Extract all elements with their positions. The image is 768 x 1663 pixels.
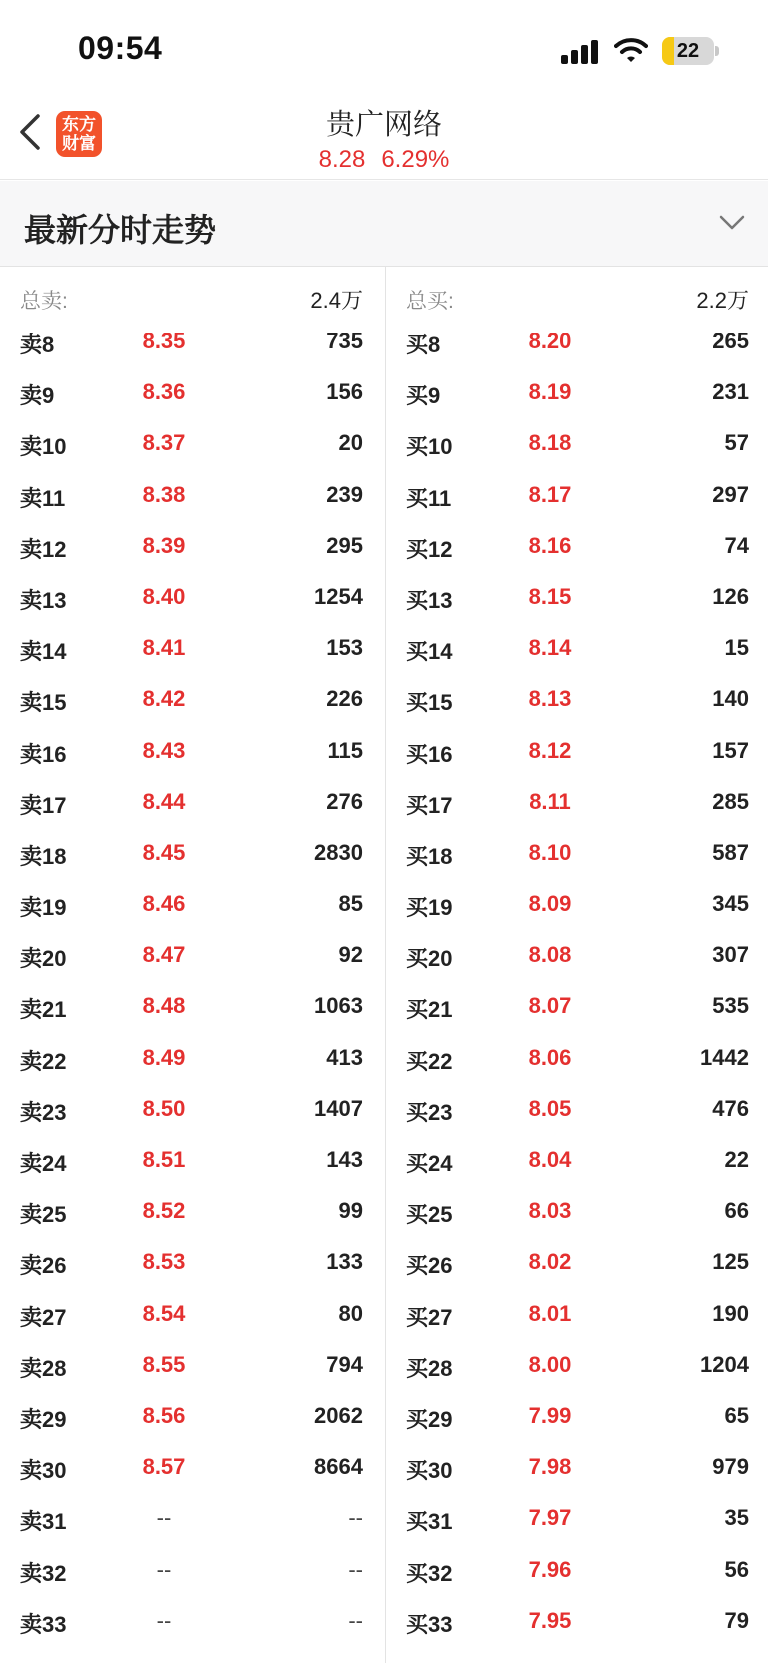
level-volume: 226 <box>326 686 363 712</box>
buy-level-row[interactable] <box>386 776 768 827</box>
level-label: 卖27 <box>20 1304 67 1330</box>
sell-level-row[interactable] <box>0 929 383 980</box>
level-volume: 85 <box>338 891 363 917</box>
level-volume: 140 <box>712 686 749 712</box>
level-volume: 126 <box>712 583 749 609</box>
sell-level-row[interactable] <box>0 1492 383 1543</box>
battery-icon <box>662 37 714 65</box>
buy-level-row[interactable] <box>386 417 768 468</box>
level-label: 卖29 <box>20 1406 67 1432</box>
level-price: 8.57 <box>142 1454 186 1480</box>
level-volume: 1063 <box>314 993 363 1019</box>
level-volume: -- <box>348 1607 363 1633</box>
collapse-button[interactable] <box>716 207 748 239</box>
level-price: 8.42 <box>142 686 186 712</box>
level-volume: 413 <box>326 1044 363 1070</box>
sell-total-row <box>0 267 383 327</box>
cellular-signal-icon <box>561 38 601 64</box>
level-volume: 8664 <box>314 1454 363 1480</box>
level-volume: 22 <box>724 1147 749 1172</box>
level-volume: 1442 <box>700 1044 749 1070</box>
level-price: 8.46 <box>142 891 186 917</box>
level-label: 买27 <box>406 1304 453 1330</box>
level-price: 8.55 <box>142 1351 186 1377</box>
sell-level-row[interactable] <box>0 776 383 827</box>
level-price: 8.47 <box>142 942 186 968</box>
level-price: 8.14 <box>528 635 572 661</box>
level-volume: 265 <box>712 333 749 353</box>
buy-level-row[interactable] <box>386 1083 768 1134</box>
buy-level-row[interactable] <box>386 1134 768 1185</box>
level-volume: 587 <box>712 839 749 865</box>
level-label: 买22 <box>406 1048 453 1074</box>
sell-level-row[interactable] <box>0 1390 383 1441</box>
logo-line-1: 东方 <box>62 115 96 134</box>
sell-level-row[interactable] <box>0 1134 383 1185</box>
level-label: 卖8 <box>20 333 55 357</box>
sell-level-row[interactable] <box>0 333 383 366</box>
level-volume: 35 <box>724 1505 749 1531</box>
level-price: 8.53 <box>142 1249 186 1275</box>
sell-level-row[interactable] <box>0 1083 383 1134</box>
buy-level-row[interactable] <box>386 1492 768 1543</box>
buy-level-row[interactable] <box>386 622 768 673</box>
sell-total-label: 总卖: <box>20 290 68 313</box>
sell-level-row[interactable] <box>0 571 383 622</box>
buy-level-row[interactable] <box>386 469 768 520</box>
level-price: 8.13 <box>528 686 572 712</box>
buy-level-row[interactable] <box>386 1288 768 1339</box>
level-price: 8.43 <box>142 737 186 763</box>
buy-level-row[interactable] <box>386 725 768 776</box>
buy-column <box>386 267 768 1663</box>
sell-level-row[interactable] <box>0 1288 383 1339</box>
level-price: 8.17 <box>528 481 572 507</box>
level-label: 卖9 <box>20 383 55 409</box>
level-label: 卖21 <box>20 997 67 1023</box>
buy-level-row[interactable] <box>386 827 768 878</box>
level-label: 卖33 <box>20 1611 67 1637</box>
buy-level-row[interactable] <box>386 1339 768 1390</box>
level-volume: 99 <box>338 1198 363 1224</box>
level-volume: 1407 <box>314 1095 363 1121</box>
level-volume: 115 <box>327 737 363 763</box>
level-price: 8.18 <box>528 430 572 456</box>
level-price: 8.10 <box>528 839 572 865</box>
sell-level-row[interactable] <box>0 1185 383 1236</box>
level-price: 8.05 <box>528 1095 572 1121</box>
level-price: 8.04 <box>528 1147 572 1172</box>
level-price: 8.40 <box>142 583 186 609</box>
level-label: 买18 <box>406 843 453 869</box>
level-label: 卖19 <box>20 895 67 921</box>
level-price: 8.49 <box>142 1044 186 1070</box>
level-volume: 794 <box>326 1351 363 1377</box>
level-label: 买21 <box>406 997 453 1023</box>
level-label: 卖10 <box>20 434 67 460</box>
level-price: -- <box>156 1505 172 1531</box>
level-price: 8.45 <box>142 839 186 865</box>
level-price: 8.36 <box>142 379 186 405</box>
level-label: 买11 <box>406 485 452 511</box>
level-price: 8.08 <box>528 942 572 968</box>
level-label: 买33 <box>406 1611 453 1637</box>
order-book[interactable] <box>0 267 768 1663</box>
level-price: 8.09 <box>528 891 572 917</box>
buy-level-row[interactable] <box>386 980 768 1031</box>
level-price: 8.19 <box>528 379 572 405</box>
level-price: 7.99 <box>528 1402 572 1428</box>
battery-cap <box>715 46 719 56</box>
buy-level-row[interactable] <box>386 1032 768 1083</box>
status-time: 09:54 <box>78 30 163 66</box>
level-volume: 295 <box>326 532 363 558</box>
level-label: 买29 <box>406 1406 453 1432</box>
sell-level-row[interactable] <box>0 1339 383 1390</box>
level-price: 8.51 <box>142 1147 186 1172</box>
level-label: 卖24 <box>20 1151 67 1176</box>
level-price: 8.12 <box>528 737 572 763</box>
level-label: 卖30 <box>20 1458 67 1484</box>
level-volume: 231 <box>712 379 749 405</box>
level-label: 卖22 <box>20 1048 67 1074</box>
level-label: 卖17 <box>20 792 67 818</box>
level-volume: 735 <box>326 333 363 353</box>
level-volume: 143 <box>326 1147 363 1172</box>
sell-total-value: 2.4万 <box>310 288 363 313</box>
level-price: 8.03 <box>528 1198 572 1224</box>
level-volume: 345 <box>712 891 749 917</box>
level-volume: 153 <box>326 635 363 661</box>
level-price: 7.96 <box>528 1556 572 1582</box>
sell-level-row[interactable] <box>0 1032 383 1083</box>
sell-level-row[interactable] <box>0 827 383 878</box>
sell-level-row[interactable] <box>0 622 383 673</box>
buy-total-row <box>386 267 768 327</box>
level-label: 买28 <box>406 1355 453 1381</box>
buy-level-row[interactable] <box>386 571 768 622</box>
buy-level-row[interactable] <box>386 878 768 929</box>
level-volume: 535 <box>712 993 749 1019</box>
level-price: 8.02 <box>528 1249 572 1275</box>
level-price: 8.35 <box>142 333 186 353</box>
level-label: 买10 <box>406 434 453 460</box>
sell-level-row[interactable] <box>0 725 383 776</box>
level-label: 买9 <box>406 383 441 409</box>
level-label: 买23 <box>406 1099 453 1125</box>
level-label: 买20 <box>406 946 453 972</box>
level-price: 8.48 <box>142 993 186 1019</box>
level-volume: -- <box>348 1505 363 1531</box>
stock-name: 贵广网络 <box>325 109 442 141</box>
buy-level-row[interactable] <box>386 1441 768 1492</box>
sell-level-row[interactable] <box>0 520 383 571</box>
level-label: 卖31 <box>20 1509 67 1535</box>
level-label: 买30 <box>406 1458 453 1484</box>
level-label: 卖28 <box>20 1355 67 1381</box>
buy-level-row[interactable] <box>386 1390 768 1441</box>
level-volume: 1254 <box>314 583 363 609</box>
level-label: 买16 <box>406 741 453 767</box>
level-volume: 307 <box>712 942 749 968</box>
level-volume: 2830 <box>314 839 363 865</box>
stock-change: 6.29% <box>381 146 450 173</box>
level-label: 买12 <box>406 536 453 562</box>
level-label: 买24 <box>406 1151 453 1176</box>
level-volume: 15 <box>724 635 749 661</box>
level-volume: 20 <box>338 430 363 456</box>
level-label: 卖25 <box>20 1202 67 1228</box>
level-label: 卖12 <box>20 536 67 562</box>
level-label: 买31 <box>406 1509 453 1535</box>
section-header[interactable] <box>0 181 768 267</box>
sell-level-row[interactable] <box>0 366 383 417</box>
buy-total-value: 2.2万 <box>696 288 749 313</box>
level-label: 卖15 <box>20 690 67 716</box>
level-label: 买19 <box>406 895 453 921</box>
level-price: 8.20 <box>528 333 572 353</box>
level-volume: 297 <box>712 481 749 507</box>
level-label: 买8 <box>406 333 441 357</box>
sell-level-row[interactable] <box>0 878 383 929</box>
level-price: 7.95 <box>528 1607 572 1633</box>
level-volume: 57 <box>724 430 749 456</box>
level-volume: 74 <box>724 532 749 558</box>
section-title: 最新分时走势 <box>24 212 217 248</box>
wifi-icon <box>614 36 648 64</box>
buy-level-row[interactable] <box>386 929 768 980</box>
level-price: -- <box>156 1556 172 1582</box>
sell-level-row[interactable] <box>0 1236 383 1287</box>
sell-list[interactable] <box>0 333 383 1663</box>
level-label: 卖32 <box>20 1560 67 1586</box>
level-price: 8.16 <box>528 532 572 558</box>
level-price: 8.41 <box>142 635 186 661</box>
buy-level-row[interactable] <box>386 1236 768 1287</box>
level-volume: 92 <box>338 942 363 968</box>
level-volume: 65 <box>724 1402 749 1428</box>
buy-level-row[interactable] <box>386 1185 768 1236</box>
level-label: 买13 <box>406 587 453 613</box>
buy-level-row[interactable] <box>386 1544 768 1595</box>
buy-level-row[interactable] <box>386 366 768 417</box>
level-price: 8.00 <box>528 1351 572 1377</box>
level-volume: 66 <box>724 1198 749 1224</box>
level-volume: 276 <box>326 788 363 814</box>
level-volume: 56 <box>724 1556 749 1582</box>
sell-level-row[interactable] <box>0 980 383 1031</box>
sell-level-row[interactable] <box>0 1595 383 1646</box>
status-bar <box>0 0 768 96</box>
battery-percent: 22 <box>676 40 700 62</box>
level-volume: 190 <box>712 1300 749 1326</box>
level-label: 买25 <box>406 1202 453 1228</box>
sell-level-row[interactable] <box>0 1441 383 1492</box>
sell-level-row[interactable] <box>0 417 383 468</box>
level-price: 8.52 <box>142 1198 186 1224</box>
buy-list[interactable] <box>386 333 768 1663</box>
level-price: 7.97 <box>528 1505 572 1531</box>
buy-level-row[interactable] <box>386 673 768 724</box>
level-label: 卖14 <box>20 639 67 665</box>
level-label: 卖20 <box>20 946 67 972</box>
level-volume: 79 <box>724 1607 749 1633</box>
level-price: 8.37 <box>142 430 186 456</box>
level-price: 8.38 <box>142 481 186 507</box>
level-volume: 157 <box>712 737 749 763</box>
logo-line-2: 财富 <box>62 134 96 153</box>
level-price: 7.98 <box>528 1454 572 1480</box>
level-volume: 2062 <box>314 1402 363 1428</box>
level-volume: 156 <box>326 379 363 405</box>
level-label: 卖23 <box>20 1099 67 1125</box>
level-volume: 125 <box>712 1249 749 1275</box>
level-label: 买15 <box>406 690 453 716</box>
level-price: 8.07 <box>528 993 572 1019</box>
level-label: 卖13 <box>20 587 67 613</box>
level-price: 8.39 <box>142 532 186 558</box>
stock-quote <box>0 146 768 174</box>
level-volume: 476 <box>712 1095 749 1121</box>
level-volume: 80 <box>338 1300 363 1326</box>
level-price: 8.54 <box>142 1300 186 1326</box>
chevron-down-icon <box>716 207 748 239</box>
level-price: 8.15 <box>528 583 572 609</box>
buy-level-row[interactable] <box>386 1595 768 1646</box>
level-volume: 1204 <box>700 1351 749 1377</box>
stock-price: 8.28 <box>318 146 366 173</box>
level-price: 8.50 <box>142 1095 186 1121</box>
level-label: 买17 <box>406 792 453 818</box>
level-label: 买14 <box>406 639 453 665</box>
level-label: 买32 <box>406 1560 453 1586</box>
buy-level-row[interactable] <box>386 333 768 366</box>
sell-level-row[interactable] <box>0 673 383 724</box>
level-volume: 239 <box>326 481 363 507</box>
level-volume: 285 <box>712 788 749 814</box>
level-price: 8.01 <box>528 1300 572 1326</box>
level-label: 卖18 <box>20 843 67 869</box>
level-volume: 133 <box>326 1249 363 1275</box>
sell-level-row[interactable] <box>0 469 383 520</box>
sell-level-row[interactable] <box>0 1544 383 1595</box>
level-price: 8.44 <box>142 788 186 814</box>
level-price: 8.56 <box>142 1402 186 1428</box>
level-label: 卖16 <box>20 741 67 767</box>
sell-column <box>0 267 383 1663</box>
level-price: 8.06 <box>528 1044 572 1070</box>
buy-level-row[interactable] <box>386 520 768 571</box>
level-volume: 979 <box>712 1454 749 1480</box>
level-price: 8.11 <box>529 788 571 814</box>
level-price: -- <box>156 1607 172 1633</box>
buy-total-label: 总买: <box>406 290 454 313</box>
level-volume: -- <box>348 1556 363 1582</box>
level-label: 买26 <box>406 1253 453 1279</box>
level-label: 卖11 <box>20 485 66 511</box>
nav-header <box>0 96 768 180</box>
level-label: 卖26 <box>20 1253 67 1279</box>
